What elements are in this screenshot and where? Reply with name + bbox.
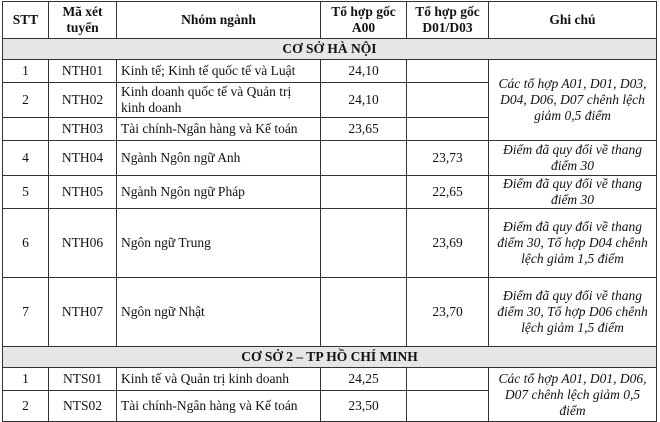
- section-row-hcm: [3, 347, 657, 368]
- cell-nhom: Ngành Ngôn ngữ Anh: [117, 141, 321, 176]
- header-ma-xet-tuyen: Mã xét tuyển: [49, 2, 117, 39]
- cell-stt: 1: [3, 368, 49, 391]
- cell-note: Điểm đã quy đổi về thang điểm 30, Tổ hợp D04 chênh lệch giảm 1,5 điểm: [489, 209, 657, 278]
- header-d01-d03: Tổ hợp gốc D01/D03: [407, 2, 489, 39]
- cell-stt: 5: [3, 176, 49, 209]
- cell-a00: 24,25: [321, 368, 407, 391]
- header-ghi-chu: Ghi chú: [489, 2, 657, 39]
- cell-a00: 23,65: [321, 118, 407, 141]
- cell-ma: NTS02: [49, 391, 117, 422]
- cell-ma: NTH06: [49, 209, 117, 278]
- section-row-hanoi: [3, 39, 657, 60]
- cell-d01: [407, 83, 489, 118]
- cell-stt: 2: [3, 391, 49, 422]
- header-stt: STT: [3, 2, 49, 39]
- header-nhom-nganh: Nhóm ngành: [117, 2, 321, 39]
- cell-group-note: Các tổ hợp A01, D01, D03, D04, D06, D07 chênh lệch giảm 0,5 điểm: [489, 60, 657, 141]
- table-row: [3, 368, 657, 391]
- section-title: CƠ SỞ 2 – TP HỒ CHÍ MINH: [3, 347, 657, 368]
- cell-nhom: Ngôn ngữ Trung: [117, 209, 321, 278]
- cell-d01: 22,65: [407, 176, 489, 209]
- header-row: [3, 2, 657, 39]
- cell-nhom: Kinh doanh quốc tế và Quản trị kinh doanh: [117, 83, 321, 118]
- cell-ma: NTH02: [49, 83, 117, 118]
- cell-stt: [3, 118, 49, 141]
- header-a00: Tổ hợp gốc A00: [321, 2, 407, 39]
- cell-ma: NTS01: [49, 368, 117, 391]
- cell-note: Điểm đã quy đổi về thang điểm 30, Tổ hợp D06 chênh lệch giảm 1,5 điểm: [489, 278, 657, 347]
- section-title: CƠ SỞ HÀ NỘI: [3, 39, 657, 60]
- cell-nhom: Tài chính-Ngân hàng và Kế toán: [117, 391, 321, 422]
- cell-nhom: Ngành Ngôn ngữ Pháp: [117, 176, 321, 209]
- cell-nhom: Kinh tế; Kinh tế quốc tế và Luật: [117, 60, 321, 83]
- cell-d01: [407, 368, 489, 391]
- cell-d01: 23,73: [407, 141, 489, 176]
- cell-a00: [321, 209, 407, 278]
- table-row: [3, 141, 657, 176]
- cell-ma: NTH03: [49, 118, 117, 141]
- cell-d01: [407, 60, 489, 83]
- table-row: [3, 209, 657, 278]
- cell-stt: 2: [3, 83, 49, 118]
- cell-group-note: Các tổ hợp A01, D01, D06, D07 chênh lệch giảm 0,5 điểm: [489, 368, 657, 422]
- cell-a00: [321, 278, 407, 347]
- cell-a00: 24,10: [321, 60, 407, 83]
- cell-stt: 6: [3, 209, 49, 278]
- cell-a00: [321, 176, 407, 209]
- admission-score-table: [2, 1, 657, 422]
- table-row: [3, 60, 657, 83]
- table-row: [3, 278, 657, 347]
- cell-a00: 23,50: [321, 391, 407, 422]
- cell-d01: 23,70: [407, 278, 489, 347]
- cell-a00: [321, 141, 407, 176]
- cell-ma: NTH04: [49, 141, 117, 176]
- cell-ma: NTH01: [49, 60, 117, 83]
- cell-d01: 23,69: [407, 209, 489, 278]
- cell-nhom: Ngôn ngữ Nhật: [117, 278, 321, 347]
- cell-nhom: Tài chính-Ngân hàng và Kế toán: [117, 118, 321, 141]
- cell-d01: [407, 118, 489, 141]
- cell-stt: 7: [3, 278, 49, 347]
- cell-ma: NTH07: [49, 278, 117, 347]
- cell-stt: 1: [3, 60, 49, 83]
- cell-ma: NTH05: [49, 176, 117, 209]
- cell-note: Điểm đã quy đổi về thang điểm 30: [489, 176, 657, 209]
- table-row: [3, 176, 657, 209]
- cell-a00: 24,10: [321, 83, 407, 118]
- cell-nhom: Kinh tế và Quản trị kinh doanh: [117, 368, 321, 391]
- cell-note: Điểm đã quy đổi về thang điểm 30: [489, 141, 657, 176]
- cell-d01: [407, 391, 489, 422]
- cell-stt: 4: [3, 141, 49, 176]
